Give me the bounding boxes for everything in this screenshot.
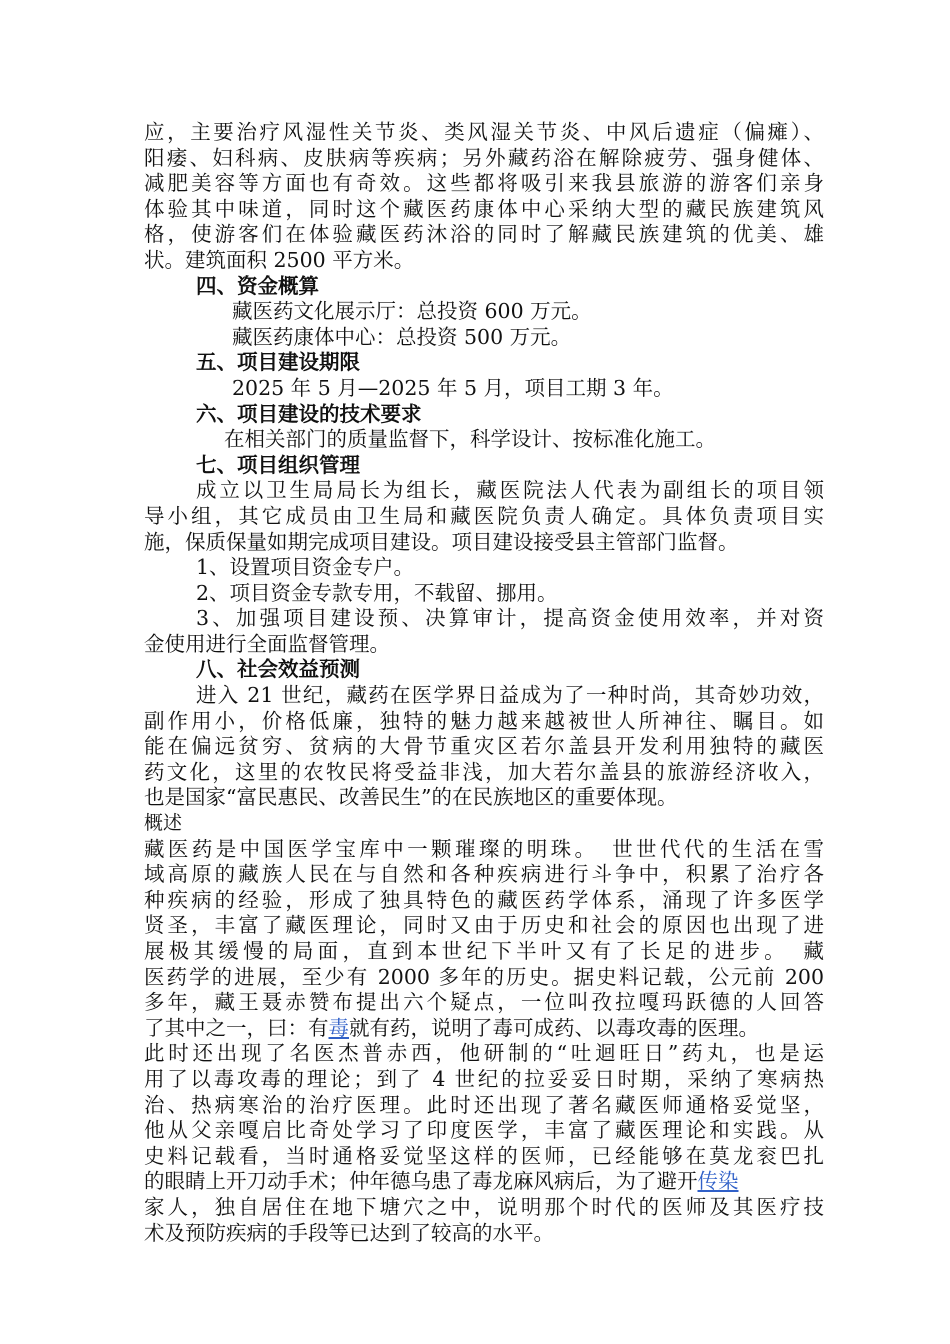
paragraph-line: 进入 21 世纪，藏药在医学界日益成为了一种时尚，其奇妙功效， [196,683,824,708]
section-heading: 六、项目建设的技术要求 [196,401,422,426]
list-item: 金使用进行全面监督管理。 [144,631,390,656]
paragraph-line: 医药学的进展，至少有 2000 多年的历史。据史料记载，公元前 200 [144,964,824,989]
list-item: 3、加强项目建设预、决算审计，提高资金使用效率，并对资 [196,606,824,631]
paragraph-line: 导小组，其它成员由卫生局和藏医院负责人确定。具体负责项目实 [144,503,824,528]
paragraph-line [144,1016,824,1042]
paragraph-line: 减肥美容等方面也有奇效。这些都将吸引来我县旅游的游客们亲身 [144,171,824,196]
overview-heading: 概述 [144,812,183,835]
line-text: 了其中之一，曰：有 [144,1015,329,1040]
paragraph-line: 体验其中味道，同时这个藏医药康体中心采纳大型的藏民族建筑风 [144,196,824,221]
section-heading: 八、社会效益预测 [196,657,360,682]
document-page [144,120,824,1246]
paragraph-line: 格，使游客们在体验藏医药沐浴的同时了解藏民族建筑的优美、雄 [144,222,824,247]
paragraph-line: 施，保质保量如期完成项目建设。项目建设接受县主管部门监督。 [144,529,739,554]
list-item: 2、项目资金专款专用，不载留、挪用。 [196,580,558,605]
paragraph-line: 副作用小，价格低廉，独特的魅力越来越被世人所神往、瞩目。如 [144,708,824,733]
paragraph-line: 史料记载看，当时通格妥觉坚这样的医师，已经能够在莫龙衮巴扎 [144,1143,824,1168]
section-heading: 五、项目建设期限 [196,350,360,375]
paragraph-line: 应，主要治疗风湿性关节炎、类风湿关节炎、中风后遗症（偏瘫）、 [144,120,824,144]
paragraph-line: 能在偏远贫穷、贫病的大骨节重灾区若尔盖县开发利用独特的藏医 [144,734,824,759]
paragraph-line: 家人，独自居住在地下塘穴之中，说明那个时代的医师及其医疗技 [144,1194,824,1219]
paragraph-line [144,1169,824,1195]
paragraph-line: 他从父亲嘎启比奇处学习了印度医学，丰富了藏医理论和实践。从 [144,1118,824,1143]
paragraph-line: 多年，藏王聂赤赞布提出六个疑点，一位叫孜拉嘎玛跃德的人回答 [144,990,824,1015]
paragraph-line: 状。建筑面积 2500 平方米。 [144,247,415,272]
paragraph-line: 域高原的藏族人民在与自然和各种疾病进行斗争中，积累了治疗各 [144,862,824,887]
contagion-link[interactable]: 传染 [697,1169,739,1194]
paragraph-line: 藏医药康体中心：总投资 500 万元。 [232,324,572,349]
paragraph-line: 阳痿、妇科病、皮肤病等疾病；另外藏药浴在解除疲劳、强身健体、 [144,145,824,170]
paragraph-line: 2025 年 5 月—2025 年 5 月，项目工期 3 年。 [232,375,674,400]
line-text: 就有药，说明了毒可成药、以毒攻毒的医理。 [349,1015,759,1040]
paragraph-line: 展极其缓慢的局面，直到本世纪下半叶又有了长足的进步。 藏 [144,939,824,963]
paragraph-line: 种疾病的经验，形成了独具特色的藏医药学体系，涌现了许多医学 [144,887,824,912]
paragraph-line: 藏医药文化展示厅：总投资 600 万元。 [232,299,592,324]
list-item: 1、设置项目资金专户。 [196,555,415,580]
section-heading: 七、项目组织管理 [196,452,360,477]
paragraph-line: 贤圣，丰富了藏医理论，同时又由于历史和社会的原因也出现了进 [144,913,824,938]
paragraph-line: 藏医药是中国医学宝库中一颗璀璨的明珠。 世世代代的生活在雪 [144,836,824,861]
paragraph-line: 用了以毒攻毒的理论；到了 4 世纪的拉妥妥日时期，采纳了寒病热 [144,1066,824,1091]
paragraph-line: 术及预防疾病的手段等已达到了较高的水平。 [144,1220,554,1245]
paragraph-line: 成立以卫生局局长为组长，藏医院法人代表为副组长的项目领 [196,478,824,503]
paragraph-line: 也是国家“富民惠民、改善民生”的在民族地区的重要体现。 [144,785,678,810]
paragraph-line: 在相关部门的质量监督下，科学设计、按标准化施工。 [224,427,716,452]
paragraph-line: 此时还出现了名医杰普赤西，他研制的“吐迴旺日”药丸，也是运 [144,1041,824,1066]
paragraph-line: 药文化，这里的农牧民将受益非浅，加大若尔盖县的旅游经济收入， [144,759,824,784]
section-heading: 四、资金概算 [196,273,319,298]
line-text: 的眼睛上开刀动手术；仲年德乌患了毒龙麻风病后，为了避开 [144,1169,698,1194]
poison-link[interactable]: 毒 [328,1015,349,1040]
paragraph-line: 治、热病寒治的治疗医理。此时还出现了著名藏医师通格妥觉坚， [144,1092,824,1117]
